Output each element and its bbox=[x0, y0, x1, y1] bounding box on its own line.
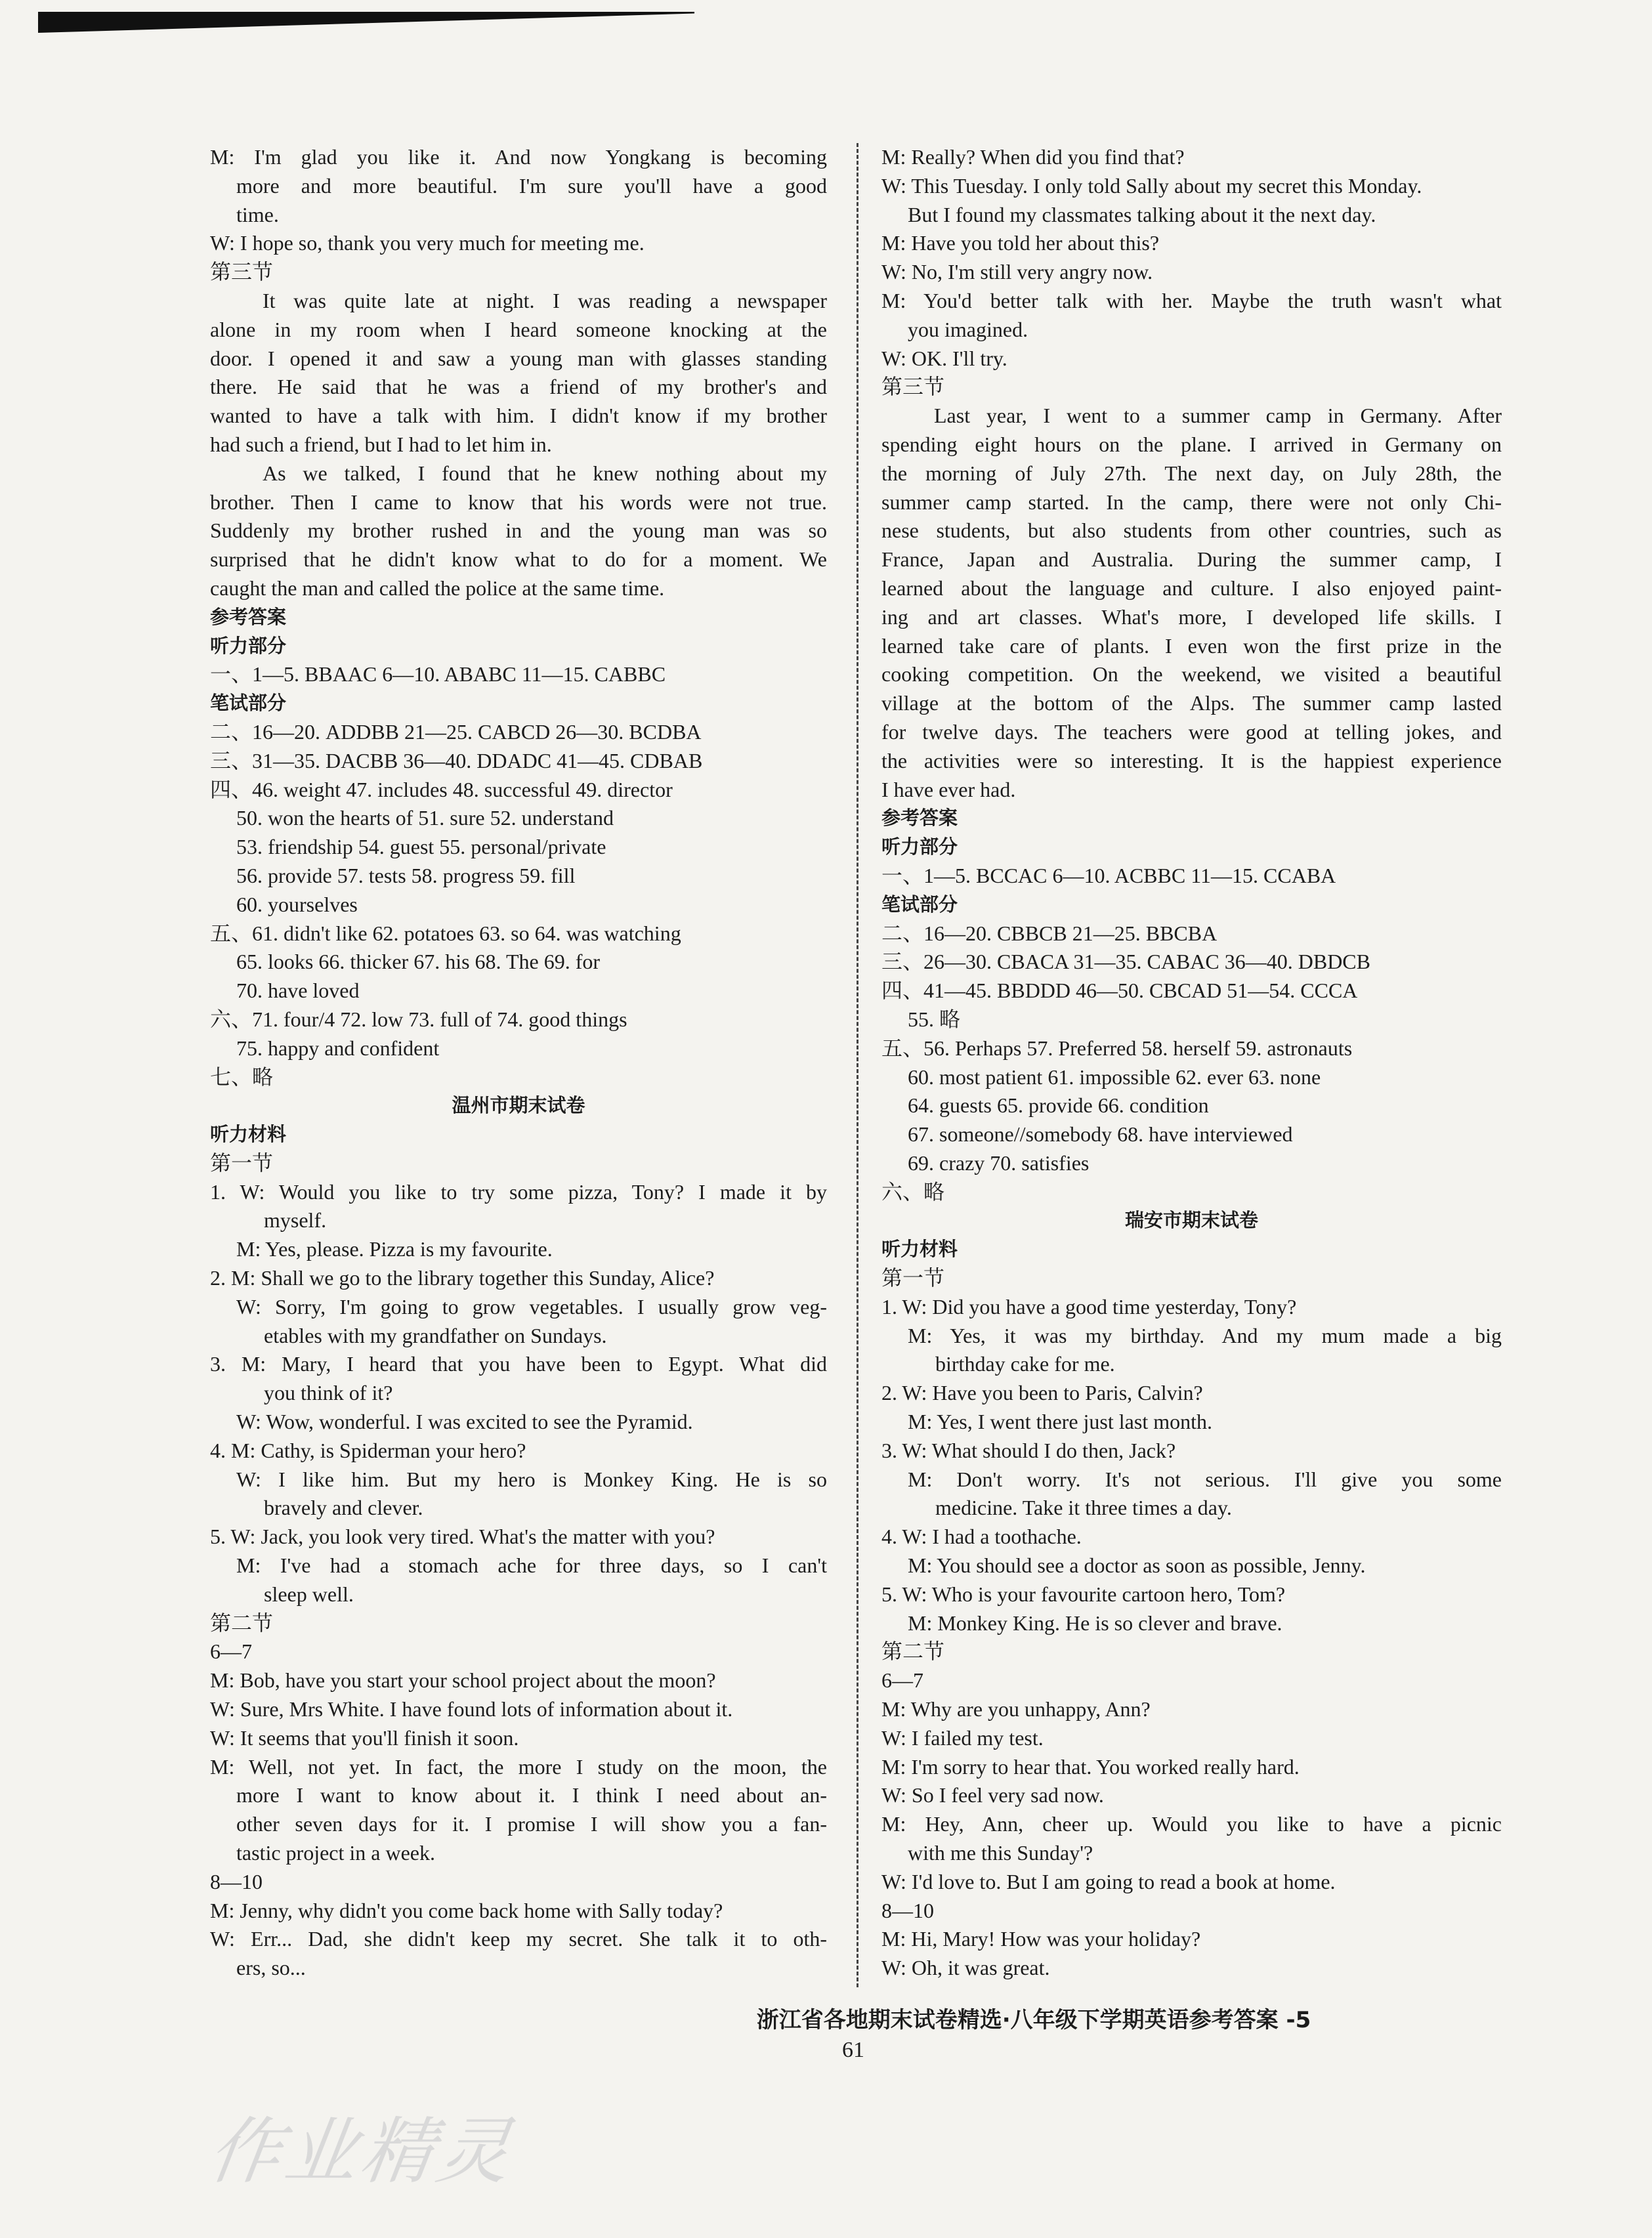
text-line: M: Yes, I went there just last month. bbox=[908, 1410, 1212, 1434]
text-line: W: This Tuesday. I only told Sally about my secret this Monday. bbox=[881, 173, 1422, 198]
text-line: 3. W: What should I do then, Jack? bbox=[881, 1438, 1176, 1462]
text-line: 听力部分 bbox=[210, 634, 287, 657]
text-line: 60. yourselves bbox=[236, 892, 358, 916]
text-line: 四、41—45. BBDDD 46—50. CBCAD 51—54. CCCA bbox=[881, 979, 1358, 1003]
text-line: 一、1—5. BBAAC 6—10. ABABC 11—15. CABBC bbox=[210, 662, 666, 686]
text-line: 第三节 bbox=[210, 260, 274, 284]
text-line: 瑞安市期末试卷 bbox=[1124, 1209, 1258, 1232]
text-line: 六、略 bbox=[881, 1179, 945, 1204]
text-line: M: Monkey King. He is so clever and brave. bbox=[908, 1611, 1282, 1635]
text-line: 听力部分 bbox=[881, 835, 958, 858]
text-line: surprised that he didn't know what to do for a moment. We bbox=[210, 547, 827, 572]
text-line: 60. most patient 61. impossible 62. ever 63. none bbox=[908, 1065, 1321, 1089]
text-line: M: Jenny, why didn't you come back home with Sally today? bbox=[210, 1898, 723, 1922]
text-line: M: Don't worry. It's not serious. I'll give you some bbox=[908, 1467, 1502, 1491]
text-line: tastic project in a week. bbox=[236, 1841, 435, 1865]
text-line: time. bbox=[236, 202, 279, 226]
text-line: 75. happy and confident bbox=[236, 1036, 440, 1060]
text-line: nese students, but also students from other countries, such as bbox=[881, 518, 1502, 543]
text-line: Suddenly my brother rushed in and the young man was so bbox=[210, 518, 827, 543]
text-line: W: Sorry, I'm going to grow vegetables. I usually grow veg- bbox=[236, 1294, 827, 1319]
text-line: W: OK. I'll try. bbox=[881, 346, 1007, 370]
text-line: As we talked, I found that he knew nothing about my bbox=[263, 461, 827, 485]
text-line: medicine. Take it three times a day. bbox=[935, 1496, 1232, 1520]
text-line: ers, so... bbox=[236, 1956, 306, 1980]
text-line: W: So I feel very sad now. bbox=[881, 1783, 1104, 1807]
text-line: 第一节 bbox=[210, 1151, 274, 1175]
text-line: 二、16—20. ADDBB 21—25. CABCD 26—30. BCDBA bbox=[210, 719, 702, 744]
text-line: learned take care of plants. I even won the first prize in the bbox=[881, 633, 1502, 658]
text-line: M: You should see a doctor as soon as possible, Jenny. bbox=[908, 1553, 1366, 1578]
text-line: 8—10 bbox=[881, 1898, 934, 1922]
text-line: 6—7 bbox=[210, 1639, 252, 1664]
text-line: 5. W: Jack, you look very tired. What's the matter with you? bbox=[210, 1525, 715, 1549]
text-line: cooking competition. On the weekend, we visited a beautiful bbox=[881, 662, 1502, 686]
text-line: 听力材料 bbox=[210, 1123, 287, 1146]
text-line: 8—10 bbox=[210, 1869, 263, 1893]
text-line: M: You'd better talk with her. Maybe the truth wasn't what bbox=[881, 288, 1502, 312]
text-line: other seven days for it. I promise I will show you a fan- bbox=[236, 1812, 827, 1836]
text-line: more I want to know about it. I think I need about an- bbox=[236, 1783, 827, 1807]
text-line: 五、56. Perhaps 57. Preferred 58. herself 59. astronauts bbox=[881, 1036, 1353, 1060]
text-line: 第二节 bbox=[881, 1639, 945, 1664]
text-line: But I found my classmates talking about it the next day. bbox=[908, 202, 1376, 226]
text-line: 1. W: Did you have a good time yesterday, Tony? bbox=[881, 1294, 1297, 1319]
text-line: M: I'm glad you like it. And now Yongkang is becoming bbox=[210, 145, 827, 169]
text-line: W: I failed my test. bbox=[881, 1725, 1044, 1750]
text-line: W: I hope so, thank you very much for meeting me. bbox=[210, 231, 645, 255]
left-column bbox=[210, 143, 827, 1983]
right-column bbox=[881, 143, 1502, 1983]
column-divider bbox=[857, 143, 858, 1987]
text-line: the morning of July 27th. The next day, on July 28th, the bbox=[881, 461, 1502, 485]
text-line: W: Wow, wonderful. I was excited to see the Pyramid. bbox=[236, 1410, 693, 1434]
text-line: M: Really? When did you find that? bbox=[881, 145, 1185, 169]
footer-title: 浙江省各地期末试卷精选·八年级下学期英语参考答案 -5 bbox=[756, 2007, 1311, 2033]
text-line: had such a friend, but I had to let him in. bbox=[210, 432, 552, 456]
text-line: M: Have you told her about this? bbox=[881, 231, 1160, 255]
text-line: W: Err... Dad, she didn't keep my secret. She talk it to oth- bbox=[210, 1927, 827, 1951]
page-number: 61 bbox=[842, 2038, 864, 2062]
text-line: 3. M: Mary, I heard that you have been to Egypt. What did bbox=[210, 1352, 827, 1376]
text-line: ing and art classes. What's more, I developed life skills. I bbox=[881, 604, 1502, 629]
text-line: M: I've had a stomach ache for three days, so I can't bbox=[236, 1553, 827, 1578]
text-line: 第三节 bbox=[881, 375, 945, 399]
text-line: M: Yes, it was my birthday. And my mum made a big bbox=[908, 1323, 1502, 1347]
text-line: It was quite late at night. I was reading a newspaper bbox=[263, 288, 827, 312]
text-line: learned about the language and culture. I also enjoyed paint- bbox=[881, 576, 1502, 600]
text-line: village at the bottom of the Alps. The summer camp lasted bbox=[881, 691, 1502, 715]
text-line: 四、46. weight 47. includes 48. successful 49. director bbox=[210, 777, 673, 801]
text-line: 65. looks 66. thicker 67. his 68. The 69. for bbox=[236, 950, 601, 974]
text-line: M: Well, not yet. In fact, the more I study on the moon, the bbox=[210, 1754, 827, 1779]
text-line: I have ever had. bbox=[881, 777, 1016, 801]
text-line: 七、略 bbox=[210, 1065, 274, 1089]
text-line: myself. bbox=[264, 1208, 327, 1233]
text-line: M: Bob, have you start your school project about the moon? bbox=[210, 1668, 716, 1693]
text-line: 第二节 bbox=[210, 1611, 274, 1635]
top-edge-bar bbox=[38, 12, 694, 33]
text-line: M: Hi, Mary! How was your holiday? bbox=[881, 1927, 1201, 1951]
text-line: 参考答案 bbox=[881, 807, 958, 830]
text-line: you imagined. bbox=[908, 317, 1028, 341]
text-line: there. He said that he was a friend of my brother's and bbox=[210, 375, 827, 399]
text-line: W: It seems that you'll finish it soon. bbox=[210, 1725, 519, 1750]
text-line: 55. 略 bbox=[908, 1007, 961, 1031]
text-line: 三、26—30. CBACA 31—35. CABAC 36—40. DBDCB bbox=[881, 950, 1370, 974]
text-line: 笔试部分 bbox=[210, 692, 287, 715]
text-line: summer camp started. In the camp, there were not only Chi- bbox=[881, 490, 1502, 514]
text-line: W: I like him. But my hero is Monkey King. He is so bbox=[236, 1467, 827, 1491]
text-line: 53. friendship 54. guest 55. personal/private bbox=[236, 835, 606, 859]
text-line: W: No, I'm still very angry now. bbox=[881, 260, 1153, 284]
text-line: 1. W: Would you like to try some pizza, Tony? I made it by bbox=[210, 1179, 827, 1204]
text-line: 2. W: Have you been to Paris, Calvin? bbox=[881, 1381, 1203, 1405]
text-line: 64. guests 65. provide 66. condition bbox=[908, 1093, 1209, 1118]
text-line: 70. have loved bbox=[236, 979, 360, 1003]
text-line: for twelve days. The teachers were good at telling jokes, and bbox=[881, 719, 1502, 744]
text-line: more and more beautiful. I'm sure you'll have a good bbox=[236, 173, 827, 198]
text-line: etables with my grandfather on Sundays. bbox=[264, 1323, 607, 1347]
text-line: M: Yes, please. Pizza is my favourite. bbox=[236, 1237, 553, 1261]
text-line: 二、16—20. CBBCB 21—25. BBCBA bbox=[881, 921, 1218, 945]
text-line: 三、31—35. DACBB 36—40. DDADC 41—45. CDBAB bbox=[210, 748, 703, 772]
text-line: 4. M: Cathy, is Spiderman your hero? bbox=[210, 1438, 526, 1462]
watermark: 作业精灵 bbox=[203, 2109, 520, 2193]
text-line: W: I'd love to. But I am going to read a book at home. bbox=[881, 1869, 1336, 1893]
text-line: 参考答案 bbox=[210, 605, 287, 628]
text-line: W: Oh, it was great. bbox=[881, 1956, 1050, 1980]
text-line: birthday cake for me. bbox=[935, 1352, 1115, 1376]
text-line: spending eight hours on the plane. I arrived in Germany on bbox=[881, 432, 1502, 456]
text-line: Last year, I went to a summer camp in Germany. After bbox=[934, 404, 1502, 428]
text-line: M: Hey, Ann, cheer up. Would you like to have a picnic bbox=[881, 1812, 1502, 1836]
text-line: 笔试部分 bbox=[881, 893, 958, 916]
text-line: M: I'm sorry to hear that. You worked really hard. bbox=[881, 1754, 1300, 1779]
text-line: 50. won the hearts of 51. sure 52. understand bbox=[236, 806, 614, 830]
text-line: 听力材料 bbox=[881, 1238, 958, 1261]
text-line: the activities were so interesting. It is the happiest experience bbox=[881, 748, 1502, 772]
text-line: 一、1—5. BCCAC 6—10. ACBBC 11—15. CCABA bbox=[881, 863, 1336, 887]
text-line: 6—7 bbox=[881, 1668, 923, 1693]
text-line: you think of it? bbox=[264, 1381, 393, 1405]
text-line: with me this Sunday'? bbox=[908, 1841, 1093, 1865]
text-line: M: Why are you unhappy, Ann? bbox=[881, 1697, 1151, 1721]
text-line: bravely and clever. bbox=[264, 1496, 423, 1520]
text-line: 56. provide 57. tests 58. progress 59. fill bbox=[236, 863, 576, 887]
text-line: 67. someone//somebody 68. have interviewed bbox=[908, 1122, 1293, 1147]
text-line: 5. W: Who is your favourite cartoon hero, Tom? bbox=[881, 1582, 1286, 1606]
text-line: 温州市期末试卷 bbox=[452, 1094, 585, 1117]
text-line: alone in my room when I heard someone knocking at the bbox=[210, 317, 827, 341]
text-line: 4. W: I had a toothache. bbox=[881, 1525, 1082, 1549]
text-line: 六、71. four/4 72. low 73. full of 74. good things bbox=[210, 1007, 627, 1031]
text-line: France, Japan and Australia. During the summer camp, I bbox=[881, 547, 1502, 572]
text-line: sleep well. bbox=[264, 1582, 354, 1606]
text-line: 69. crazy 70. satisfies bbox=[908, 1151, 1090, 1175]
text-line: brother. Then I came to know that his words were not true. bbox=[210, 490, 827, 514]
text-line: 第一节 bbox=[881, 1266, 945, 1290]
text-line: wanted to have a talk with him. I didn't know if my brother bbox=[210, 404, 827, 428]
text-line: caught the man and called the police at the same time. bbox=[210, 576, 665, 600]
text-line: 2. M: Shall we go to the library together this Sunday, Alice? bbox=[210, 1266, 715, 1290]
text-line: W: Sure, Mrs White. I have found lots of information about it. bbox=[210, 1697, 733, 1721]
text-line: 五、61. didn't like 62. potatoes 63. so 64. was watching bbox=[210, 921, 681, 945]
text-line: door. I opened it and saw a young man with glasses standing bbox=[210, 346, 827, 370]
